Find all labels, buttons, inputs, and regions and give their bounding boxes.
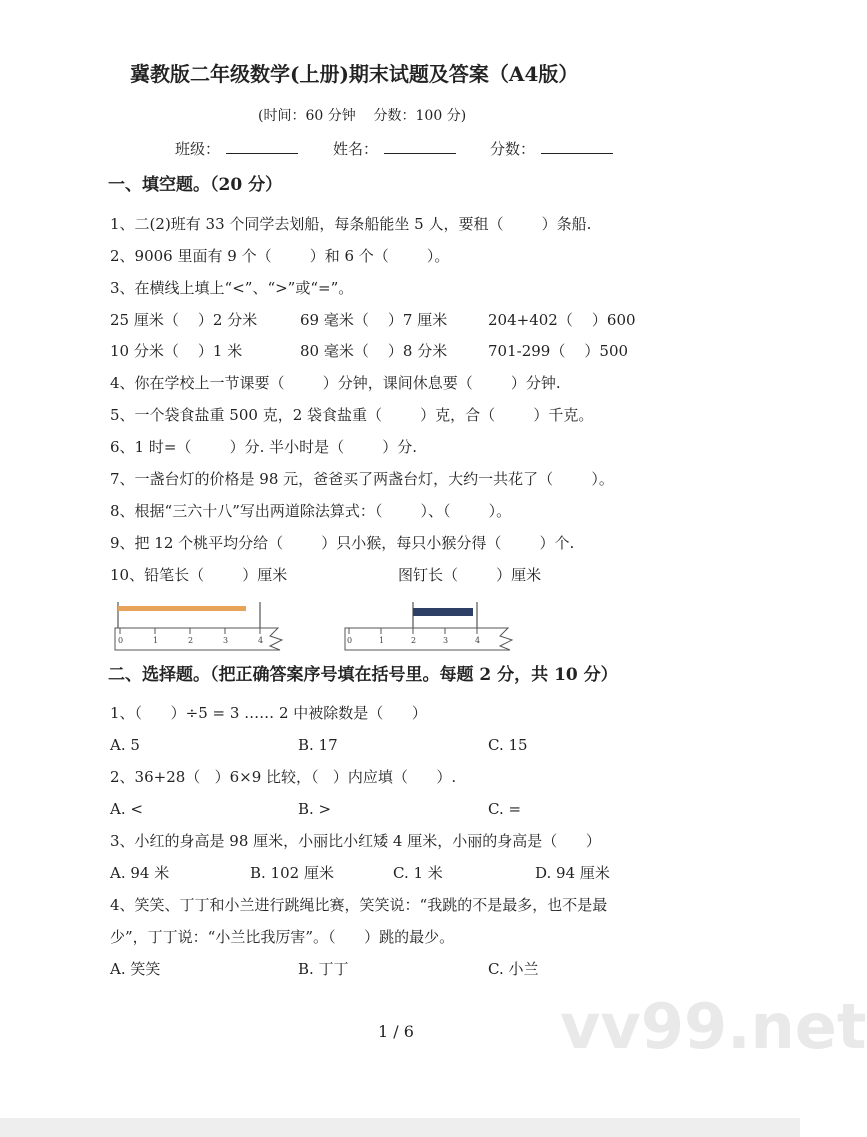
question: 3、小红的身高是 98 厘米，小丽比小红矮 4 厘米，小丽的身高是（ ） — [110, 832, 601, 850]
name-label: 姓名： — [333, 140, 379, 158]
tick: 1 — [379, 636, 385, 645]
question-cont: 少”，丁丁说：“小兰比我厉害”。（ ）跳的最少。 — [110, 928, 455, 946]
tick: 3 — [443, 636, 449, 645]
tick: 0 — [347, 636, 353, 645]
subtitle: (时间：60 分钟 分数：100 分) — [258, 108, 467, 124]
section1-heading: 一、填空题。（20 分） — [108, 175, 283, 195]
compare-item: 69 毫米（ ）7 厘米 — [300, 311, 448, 329]
page-title: 冀教版二年级数学(上册)期末试题及答案（A4版） — [130, 62, 579, 86]
pin-ruler-figure — [340, 596, 530, 656]
watermark: vv99.net — [560, 990, 867, 1063]
tick: 0 — [118, 636, 124, 645]
compare-item: 10 分米（ ）1 米 — [110, 342, 243, 360]
option: A. 5 — [110, 736, 140, 754]
compare-item: 25 厘米（ ）2 分米 — [110, 311, 258, 329]
score-label: 分数： — [490, 140, 536, 158]
tick: 3 — [223, 636, 229, 645]
class-blank — [226, 139, 298, 154]
option: C. 1 米 — [393, 864, 443, 882]
question: 6、1 时=（ ）分. 半小时是（ ）分. — [110, 438, 418, 456]
page-edge — [0, 1118, 800, 1137]
question: 3、在横线上填上“<”、“>”或“=”。 — [110, 279, 354, 297]
question: 5、一个袋食盐重 500 克，2 袋食盐重（ ）克，合（ ）千克。 — [110, 406, 594, 424]
question: 2、9006 里面有 9 个（ ）和 6 个（ ）。 — [110, 247, 450, 265]
option: B. 102 厘米 — [250, 864, 334, 882]
name-field — [333, 139, 456, 159]
tick: 2 — [411, 636, 417, 645]
option: C. = — [488, 800, 522, 818]
class-field — [175, 139, 298, 159]
option: D. 94 厘米 — [535, 864, 610, 882]
option: A. < — [110, 800, 143, 818]
option: A. 笑笑 — [110, 960, 161, 978]
compare-item: 701-299（ ）500 — [488, 342, 629, 360]
tick: 4 — [258, 636, 264, 645]
score-field — [490, 139, 613, 159]
question: 9、把 12 个桃平均分给（ ）只小猴，每只小猴分得（ ）个. — [110, 534, 575, 552]
pencil — [118, 606, 246, 611]
option: B. 丁丁 — [298, 960, 349, 978]
name-blank — [384, 139, 456, 154]
question: 7、一盏台灯的价格是 98 元，爸爸买了两盏台灯，大约一共花了（ ）。 — [110, 470, 614, 488]
pin — [413, 608, 473, 616]
option: B. 17 — [298, 736, 338, 754]
compare-item: 80 毫米（ ）8 分米 — [300, 342, 448, 360]
question: 4、笑笑、丁丁和小兰进行跳绳比赛，笑笑说：“我跳的不是最多，也不是最 — [110, 896, 608, 914]
page-number: 1 / 6 — [378, 1022, 414, 1041]
tick: 2 — [188, 636, 194, 645]
question: 8、根据“三六十八”写出两道除法算式：（ ）、（ ）。 — [110, 502, 512, 520]
section2-heading: 二、选择题。（把正确答案序号填在括号里。每题 2 分，共 10 分） — [108, 665, 618, 685]
tick: 1 — [153, 636, 159, 645]
question: 4、你在学校上一节课要（ ）分钟，课间休息要（ ）分钟. — [110, 374, 561, 392]
option: C. 小兰 — [488, 960, 539, 978]
score-blank — [541, 139, 613, 154]
tick: 4 — [475, 636, 481, 645]
option: B. > — [298, 800, 332, 818]
option: C. 15 — [488, 736, 528, 754]
question: 1、二(2)班有 33 个同学去划船，每条船能坐 5 人，要租（ ）条船. — [110, 215, 592, 233]
question: 2、36+28（ ）6×9 比较，（ ）内应填（ ）. — [110, 768, 457, 786]
option: A. 94 米 — [110, 864, 170, 882]
pencil-ruler-figure — [110, 596, 300, 656]
question: 1、（ ）÷5 = 3 …… 2 中被除数是（ ） — [110, 704, 427, 722]
class-label: 班级： — [175, 140, 221, 158]
question: 10、铅笔长（ ）厘米 — [110, 566, 288, 584]
question: 图钉长（ ）厘米 — [398, 566, 542, 584]
compare-item: 204+402（ ）600 — [488, 311, 636, 329]
